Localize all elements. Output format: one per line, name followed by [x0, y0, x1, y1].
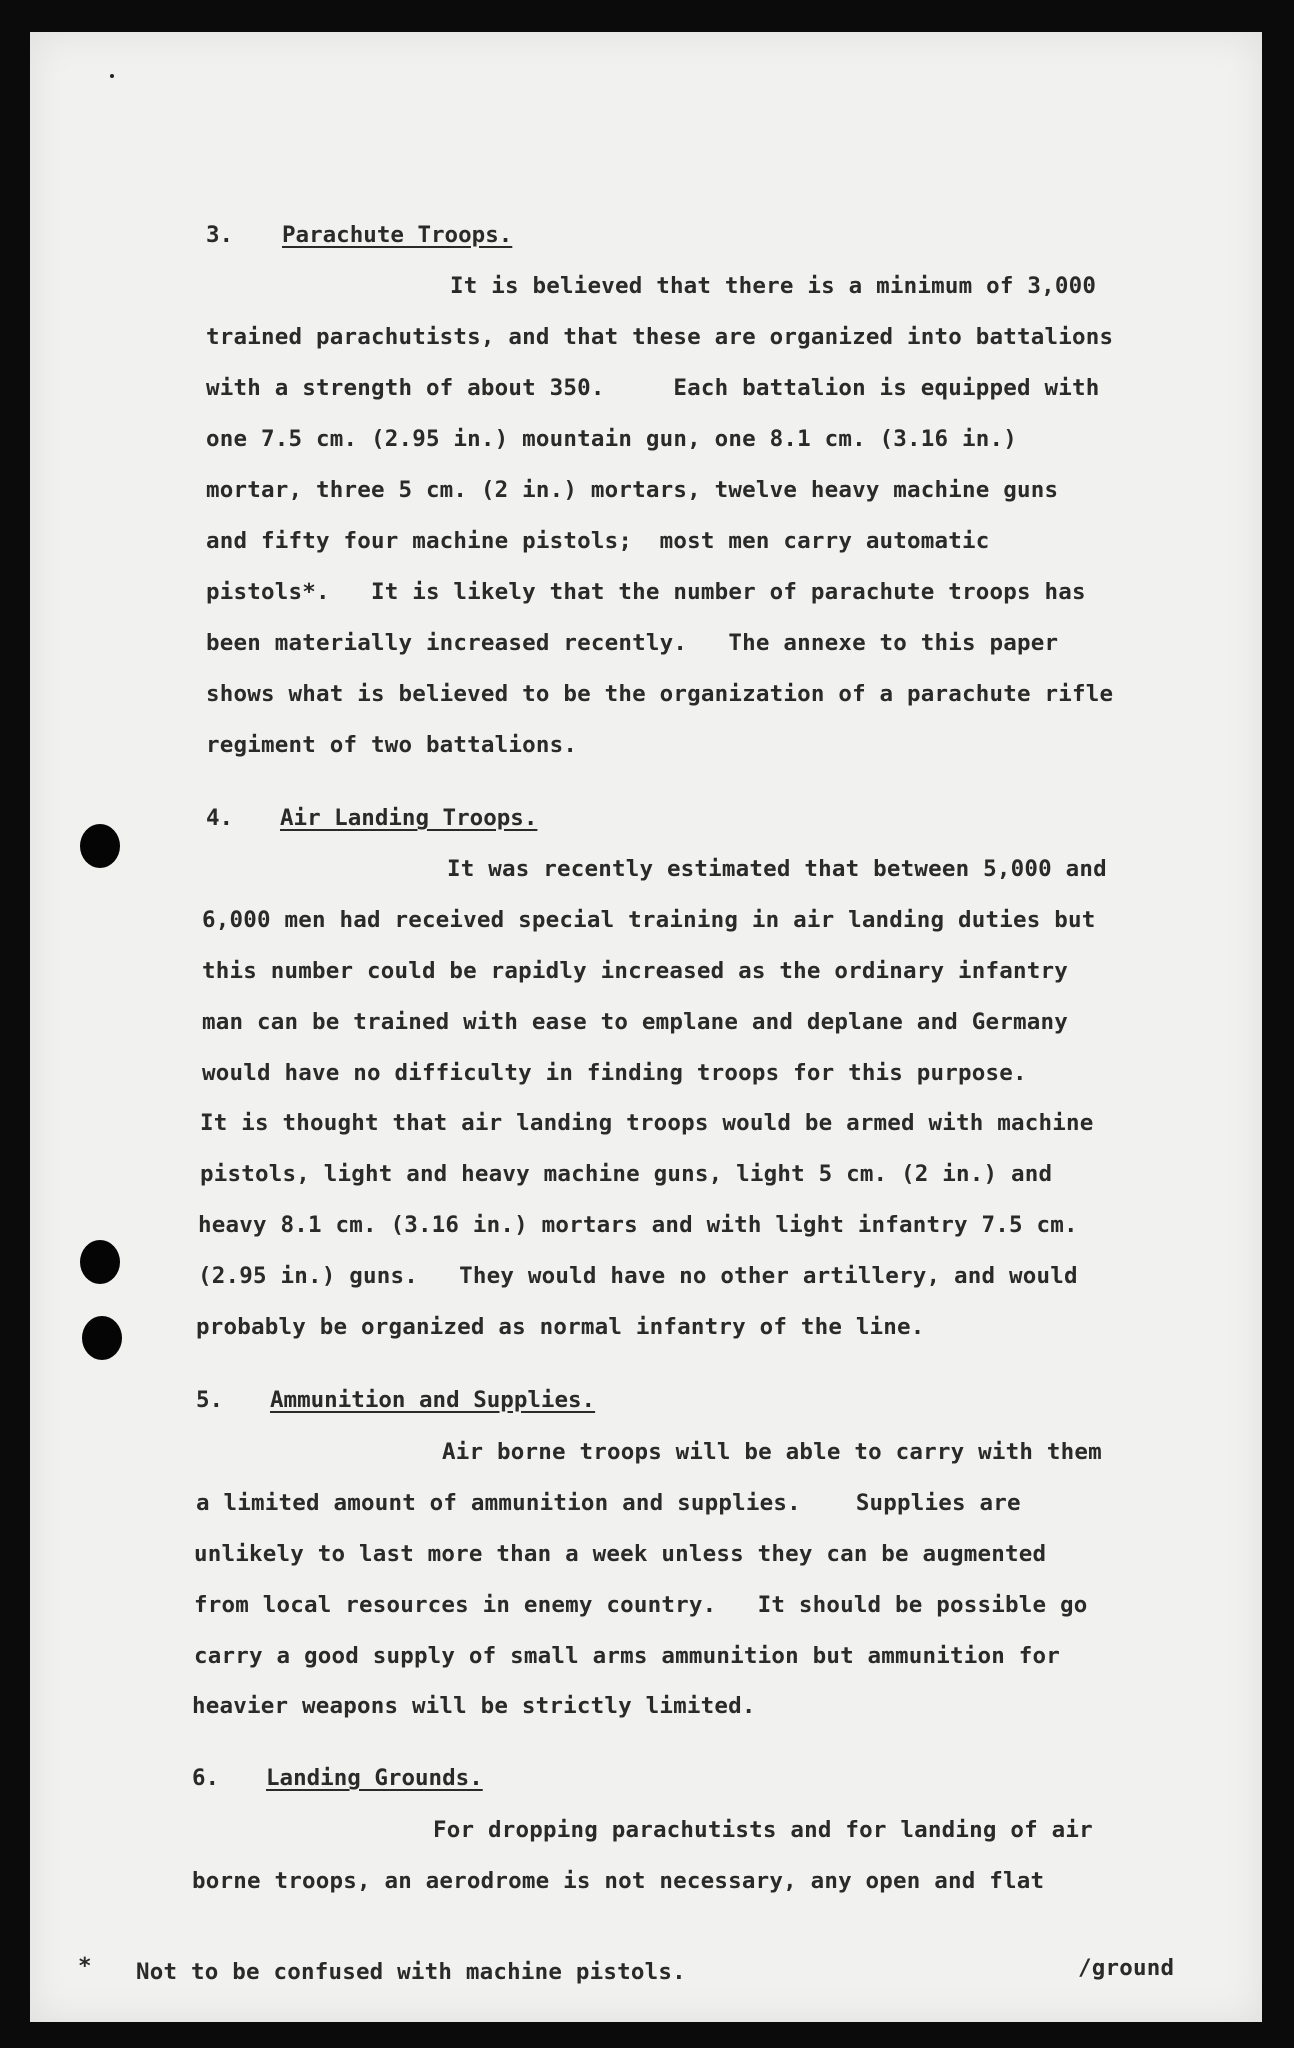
section-3-line: It is believed that there is a minimum of 3,000 — [450, 273, 1097, 299]
punch-hole — [80, 1240, 120, 1284]
section-6-line: borne troops, an aerodrome is not necessary, any open and flat — [192, 1868, 1045, 1894]
punch-hole — [82, 1316, 122, 1360]
section-5-line: Air borne troops will be able to carry with them — [442, 1439, 1102, 1465]
section-4-line: probably be organized as normal infantry of the line. — [196, 1314, 925, 1340]
section-5-title: Ammunition and Supplies. — [270, 1387, 596, 1413]
section-3-line: trained parachutists, and that these are organized into battalions — [206, 324, 1114, 350]
section-4-line: It was recently estimated that between 5,000 and — [447, 856, 1107, 882]
section-6-line: For dropping parachutists and for landing of air — [433, 1817, 1093, 1843]
section-3-line: pistols*. It is likely that the number of parachute troops has — [206, 579, 1086, 605]
section-3-line: mortar, three 5 cm. (2 in.) mortars, twelve heavy machine guns — [206, 477, 1059, 503]
section-5-line: from local resources in enemy country. It should be possible go — [194, 1592, 1088, 1618]
section-3-line: with a strength of about 350. Each battalion is equipped with — [206, 375, 1100, 401]
catchword: /ground — [1078, 1955, 1175, 1981]
section-5-line: a limited amount of ammunition and supplies. Supplies are — [196, 1490, 1021, 1516]
section-4-line: It is thought that air landing troops would be armed with machine — [200, 1110, 1094, 1136]
document-page — [30, 32, 1262, 2022]
section-4-line: would have no difficulty in finding troops for this purpose. — [202, 1060, 1027, 1086]
section-3-line: been materially increased recently. The annexe to this paper — [206, 630, 1059, 656]
section-4-title: Air Landing Troops. — [280, 805, 538, 831]
section-4-line: heavy 8.1 cm. (3.16 in.) mortars and with light infantry 7.5 cm. — [198, 1212, 1078, 1238]
section-4-line: 6,000 men had received special training in air landing duties but — [202, 907, 1096, 933]
section-5-line: unlikely to last more than a week unless they can be augmented — [194, 1541, 1047, 1567]
ink-speck — [110, 74, 114, 78]
section-4-line: man can be trained with ease to emplane and deplane and Germany — [202, 1009, 1069, 1035]
punch-hole — [80, 824, 120, 868]
section-6-title: Landing Grounds. — [266, 1765, 483, 1791]
section-4-line: this number could be rapidly increased as the ordinary infantry — [202, 958, 1069, 984]
section-3-line: one 7.5 cm. (2.95 in.) mountain gun, one 8.1 cm. (3.16 in.) — [206, 426, 1018, 452]
section-5-line: heavier weapons will be strictly limited. — [192, 1693, 756, 1719]
section-3-number: 3. — [206, 222, 234, 248]
section-5-line: carry a good supply of small arms ammunition but ammunition for — [194, 1643, 1061, 1669]
section-4-line: pistols, light and heavy machine guns, light 5 cm. (2 in.) and — [200, 1161, 1053, 1187]
footnote-marker: * — [78, 1953, 92, 1979]
section-4-number: 4. — [206, 805, 234, 831]
footnote-text: Not to be confused with machine pistols. — [136, 1959, 686, 1985]
section-3-title: Parachute Troops. — [282, 222, 513, 248]
section-6-number: 6. — [192, 1765, 220, 1791]
section-3-line: shows what is believed to be the organization of a parachute rifle — [206, 681, 1114, 707]
section-4-line: (2.95 in.) guns. They would have no other artillery, and would — [198, 1263, 1078, 1289]
section-3-line: and fifty four machine pistols; most men carry automatic — [206, 528, 990, 554]
section-5-number: 5. — [196, 1387, 224, 1413]
section-3-line: regiment of two battalions. — [206, 732, 578, 758]
